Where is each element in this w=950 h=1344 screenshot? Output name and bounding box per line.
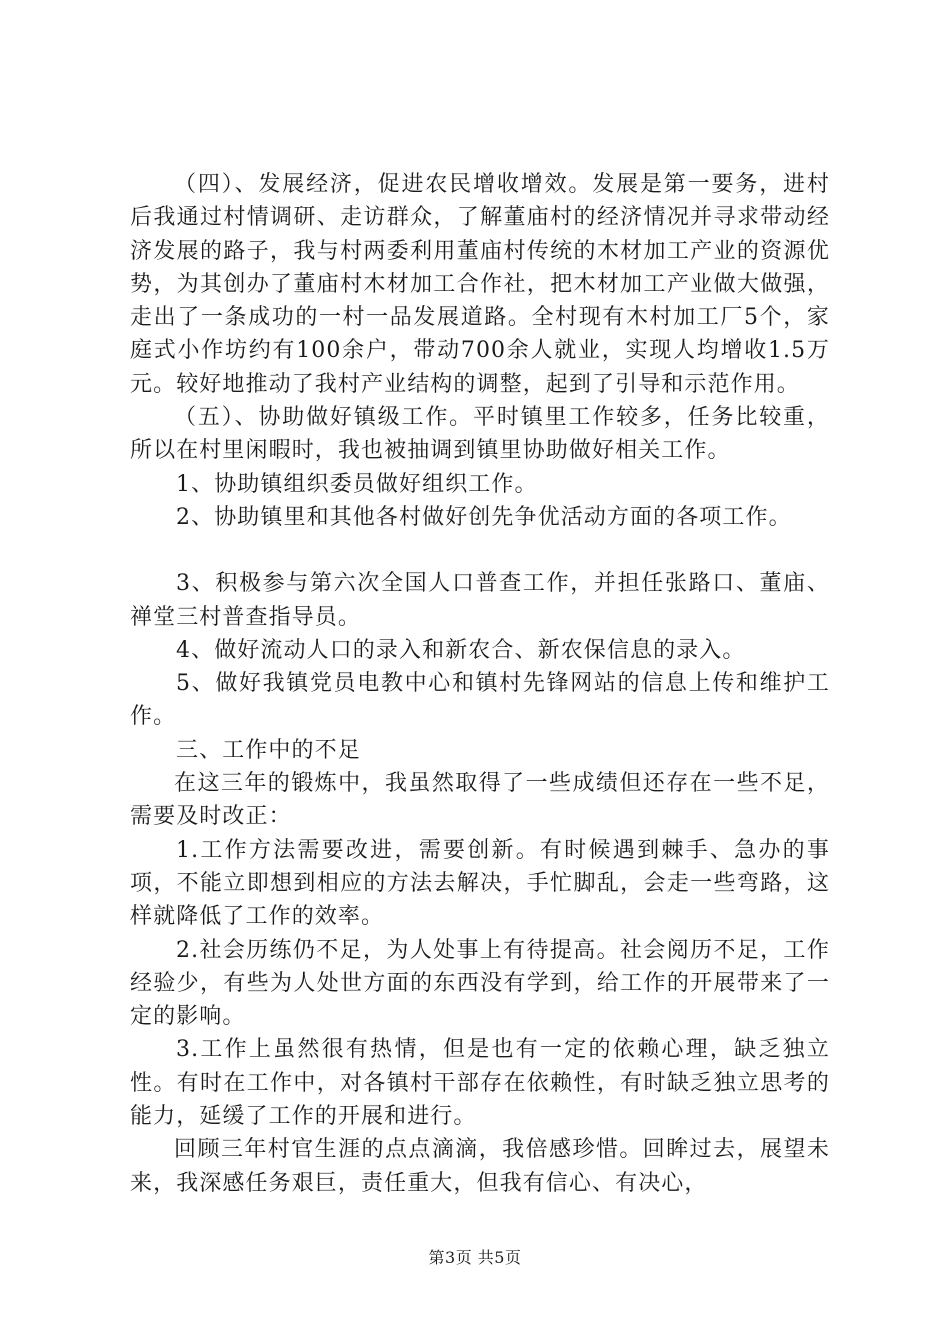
paragraph-shortcomings-intro: 在这三年的锻炼中，我虽然取得了一些成绩但还存在一些不足，需要及时改正： xyxy=(130,771,830,830)
list-item: 4、做好流动人口的录入和新农合、新农保信息的录入。 xyxy=(176,637,746,663)
paragraph-review: 回顾三年村官生涯的点点滴滴，我倍感珍惜。回眸过去，展望未来，我深感任务艰巨，责任重大，但我有信心、有决心， xyxy=(130,1137,830,1196)
document-body xyxy=(130,168,830,1200)
list-item: 3、积极参与第六次全国人口普查工作，并担任张路口、董庙、禅堂三村普查指导员。 xyxy=(130,571,830,630)
paragraph-town-work: （五）、协助做好镇级工作。平时镇里工作较多，任务比较重，所以在村里闲暇时，我也被抽调到镇里协助做好相关工作。 xyxy=(130,405,830,464)
list-item: 1.工作方法需要改进，需要创新。有时候遇到棘手、急办的事项，不能立即想到相应的方法去解决，手忙脚乱，会走一些弯路，这样就降低了工作的效率。 xyxy=(130,837,830,930)
section-heading: 三、工作中的不足 xyxy=(176,737,361,763)
list-item: 2、协助镇里和其他各村做好创先争优活动方面的各项工作。 xyxy=(176,504,792,530)
paragraph-gap xyxy=(130,534,830,567)
list-item: 1、协助镇组织委员做好组织工作。 xyxy=(176,471,538,497)
list-item: 2.社会历练仍不足，为人处事上有待提高。社会阅历不足，工作经验少，有些为人处世方面的东西没有学到，给工作的开展带来了一定的影响。 xyxy=(130,937,830,1030)
paragraph-economy: （四）、发展经济，促进农民增收增效。发展是第一要务，进村后我通过村情调研、走访群众，了解董庙村的经济情况并寻求带动经济发展的路子，我与村两委利用董庙村传统的木材加工产业的资源优势，为其创办了董庙村木材加工合作社，把木材加工产业做大做强，走出了一条成功的一村一品发展道路。全村现有木村加工厂5个，家庭式小作坊约有100余户，带动700余人就业，实现人均增收1.5万元。较好地推动了我村产业结构的调整，起到了引导和示范作用。 xyxy=(130,172,830,397)
page-number-footer: 第3页 共5页 xyxy=(428,1248,522,1267)
list-item: 5、做好我镇党员电教中心和镇村先锋网站的信息上传和维护工作。 xyxy=(130,671,830,730)
list-item: 3.工作上虽然很有热情，但是也有一定的依赖心理，缺乏独立性。有时在工作中，对各镇村干部存在依赖性，有时缺乏独立思考的能力，延缓了工作的开展和进行。 xyxy=(130,1037,830,1130)
